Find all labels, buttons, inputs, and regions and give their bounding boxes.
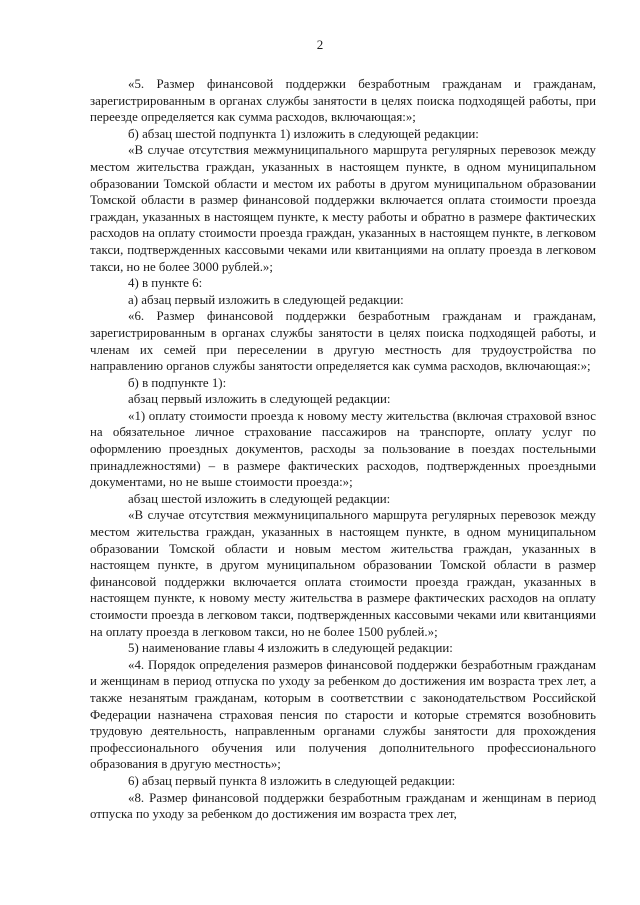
paragraph-1: «5. Размер финансовой поддержки безработным гражданам и гражданам, зарегистрированным в органах службы занятости в целях поиска подходящей работы, при переезде определяется как сумма расходов, включающая:»; xyxy=(90,77,596,125)
paragraph-9: «1) оплату стоимости проезда к новому месту жительства (включая страховой взнос на обязательное личное страхование пассажиров на транспорте, оплату услуг по оформлению проездных документов, расходы за пользование в поездах постельными принадлежностями) – в размере фактических расходов, подтвержденных проездными документами, но не выше стоимости проезда:»; xyxy=(90,408,596,490)
paragraph-14: 6) абзац первый пункта 8 изложить в следующей редакции: xyxy=(128,773,456,788)
paragraph-5: а) абзац первый изложить в следующей редакции: xyxy=(128,292,404,307)
paragraph-3: «В случае отсутствия межмуниципального маршрута регулярных перевозок между местом жительства граждан, указанных в настоящем пункте, в одном муниципальном образовании Томской области и местом их работы в другом муниципальном образовании Томской области в размер финансовой поддержки включается оплата стоимости проезда граждан, указанных в настоящем пункте, к месту работы и обратно в размере фактических расходов на оплату стоимости проезда граждан, указанных в настоящем пункте, в легковом такси, подтвержденных кассовыми чеками или квитанциями на оплату проезда в легковом такси, но не более 3000 рублей.»; xyxy=(90,143,596,274)
paragraph-7: б) в подпункте 1): xyxy=(128,375,227,390)
paragraph-6: «6. Размер финансовой поддержки безработным гражданам и гражданам, зарегистрированным в органах службы занятости в целях поиска подходящей работы, и членам их семей при переселении в другую местность для трудоустройства по направлению органов службы занятости определяется как сумма расходов, включающая:»; xyxy=(90,309,596,374)
paragraph-11: «В случае отсутствия межмуниципального маршрута регулярных перевозок между местом жительства граждан, указанных в настоящем пункте, в одном муниципальном образовании Томской области и новым местом жительства граждан, указанных в настоящем пункте, в другом муниципальном образовании Томской области в размер финансовой поддержки включается оплата стоимости проезда граждан, указанных в настоящем пункте, к новому месту жительства в размере фактических расходов на оплату стоимости проезда в легковом такси, подтвержденных кассовыми чеками или квитанциями на оплату проезда в легковом такси, но не более 1500 рублей.»; xyxy=(90,508,596,639)
paragraph-8: абзац первый изложить в следующей редакции: xyxy=(128,392,391,407)
page-number: 2 xyxy=(316,37,324,52)
paragraph-13: «4. Порядок определения размеров финансовой поддержки безработным гражданам и женщинам в период отпуска по уходу за ребенком до достижения им возраста трех лет, а также незанятым гражданам, которым в соответствии с законодательством Российской Федерации назначена страховая пенсия по старости и которые стремятся возобновить трудовую деятельность, направленным органами службы занятости для прохождения профессионального обучения или получения дополнительного профессионального образования в другую местность»; xyxy=(90,657,596,772)
paragraph-15: «8. Размер финансовой поддержки безработным гражданам и женщинам в период отпуска по уходу за ребенком до достижения им возраста трех лет, xyxy=(90,790,596,822)
document-body xyxy=(90,76,596,823)
paragraph-10: абзац шестой изложить в следующей редакции: xyxy=(128,491,391,506)
paragraph-4: 4) в пункте 6: xyxy=(128,276,203,291)
paragraph-2: б) абзац шестой подпункта 1) изложить в следующей редакции: xyxy=(128,126,479,141)
paragraph-12: 5) наименование главы 4 изложить в следующей редакции: xyxy=(128,641,453,656)
